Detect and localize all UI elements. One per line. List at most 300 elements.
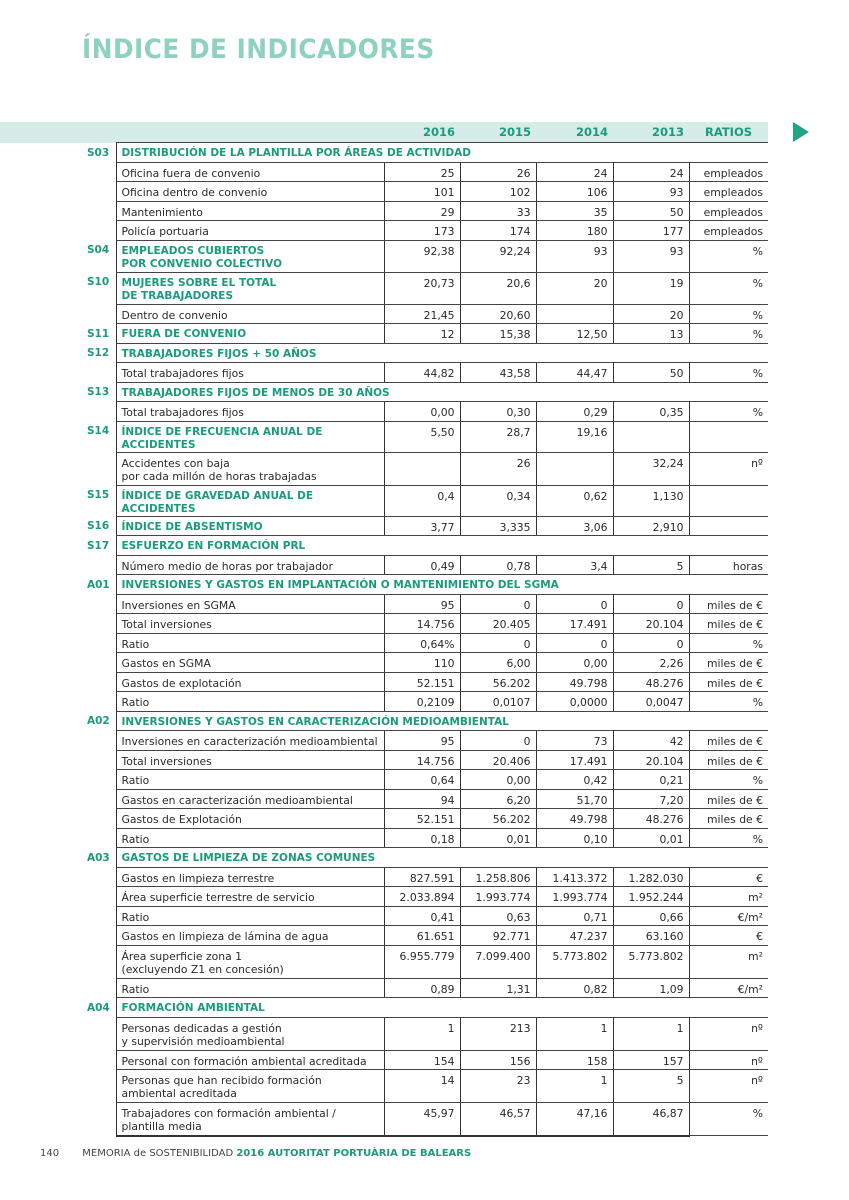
value-cell: 0,62 (536, 485, 613, 516)
table-row (0, 304, 768, 324)
value-cell: 5 (613, 1070, 689, 1103)
value-cell: 0,18 (384, 828, 460, 848)
value-cell: 94 (384, 789, 460, 809)
value-cell: 0,0107 (460, 692, 536, 712)
row-spacer (82, 809, 116, 829)
value-cell: 174 (460, 221, 536, 241)
section-title-line: POR CONVENIO COLECTIVO (121, 257, 282, 270)
value-cell: 45,97 (384, 1103, 460, 1136)
footer-report-name: MEMORIA de SOSTENIBILIDAD (82, 1148, 234, 1159)
unit-cell: % (689, 770, 768, 790)
indicator-code: S15 (87, 489, 110, 501)
row-label-line: Ratio (121, 637, 150, 651)
value-cell: 17.491 (536, 614, 613, 634)
table-row (0, 614, 768, 634)
value-cell: 158 (536, 1050, 613, 1070)
row-spacer (0, 485, 82, 516)
unit-cell: % (689, 402, 768, 422)
section-title (116, 343, 768, 363)
value-cell: 1,09 (613, 978, 689, 998)
unit-cell: miles de € (689, 750, 768, 770)
value-cell: 1.952.244 (613, 887, 689, 907)
row-spacer (0, 672, 82, 692)
row-spacer (82, 1017, 116, 1050)
value-cell: 177 (613, 221, 689, 241)
table-row (0, 1050, 768, 1070)
value-cell: 154 (384, 1050, 460, 1070)
value-cell: 52.151 (384, 672, 460, 692)
table-row (0, 672, 768, 692)
row-spacer (82, 1070, 116, 1103)
row-spacer (82, 614, 116, 634)
row-label (116, 1070, 384, 1103)
section-title-line: ÍNDICE DE ABSENTISMO (121, 520, 263, 533)
unit-cell: empleados (689, 221, 768, 241)
value-cell: 51,70 (536, 789, 613, 809)
row-label-line: Accidentes con baja (121, 456, 230, 470)
value-cell: 26 (460, 162, 536, 182)
value-cell: 0,35 (613, 402, 689, 422)
unit-cell (689, 421, 768, 452)
header-spacer (0, 122, 82, 143)
row-spacer (0, 324, 82, 344)
header-spacer (116, 122, 384, 143)
table-row (0, 731, 768, 751)
row-spacer (82, 162, 116, 182)
row-label (116, 731, 384, 751)
section-row (0, 324, 768, 344)
row-label (116, 926, 384, 946)
value-cell: 33 (460, 201, 536, 221)
row-spacer (0, 809, 82, 829)
value-cell: 35 (536, 201, 613, 221)
row-label-line: Gastos en caracterización medioambiental (121, 793, 353, 807)
row-spacer (0, 272, 82, 304)
value-cell: 173 (384, 221, 460, 241)
unit-cell: empleados (689, 182, 768, 202)
row-spacer (0, 867, 82, 887)
table-row (0, 750, 768, 770)
indicator-code: S16 (87, 520, 110, 532)
value-cell: 20,60 (460, 304, 536, 324)
value-cell: 56.202 (460, 809, 536, 829)
value-cell: 0,49 (384, 555, 460, 575)
row-spacer (82, 201, 116, 221)
row-spacer (0, 692, 82, 712)
value-cell: 3,06 (536, 516, 613, 536)
row-spacer (82, 304, 116, 324)
value-cell: 6,00 (460, 653, 536, 673)
value-cell: 0,34 (460, 485, 536, 516)
row-spacer (0, 594, 82, 614)
value-cell: 0,00 (536, 653, 613, 673)
value-cell: 29 (384, 201, 460, 221)
row-spacer (0, 653, 82, 673)
header-ratios: RATIOS (689, 122, 768, 143)
section-title (116, 575, 768, 595)
row-label-line: Gastos en SGMA (121, 657, 211, 670)
section-title-line: ÍNDICE DE FRECUENCIA ANUAL DE ACCIDENTES (121, 425, 323, 451)
row-label (116, 594, 384, 614)
section-title-text: TRABAJADORES FIJOS + 50 AÑOS (121, 347, 317, 360)
unit-cell: miles de € (689, 672, 768, 692)
value-cell: 20.405 (460, 614, 536, 634)
value-cell: 32,24 (613, 452, 689, 485)
row-label (116, 1050, 384, 1070)
table-header-row (0, 122, 768, 143)
table-row (0, 555, 768, 575)
value-cell: 20 (613, 304, 689, 324)
unit-cell: nº (689, 1070, 768, 1103)
indicator-code: S13 (87, 386, 110, 398)
value-cell: 0,78 (460, 555, 536, 575)
value-cell: 2,910 (613, 516, 689, 536)
value-cell: 14 (384, 1070, 460, 1103)
value-cell: 1.993.774 (536, 887, 613, 907)
next-page-arrow-icon[interactable] (793, 122, 809, 142)
section-title (116, 421, 384, 452)
section-row (0, 536, 768, 556)
value-cell: 3,4 (536, 555, 613, 575)
unit-cell: % (689, 633, 768, 653)
value-cell: 26 (460, 452, 536, 485)
value-cell: 47,16 (536, 1103, 613, 1136)
unit-cell: horas (689, 555, 768, 575)
value-cell: 5.773.802 (536, 945, 613, 978)
value-cell: 0,4 (384, 485, 460, 516)
value-cell: 0 (536, 633, 613, 653)
unit-cell: % (689, 272, 768, 304)
section-title (116, 998, 768, 1018)
value-cell: 0,71 (536, 906, 613, 926)
value-cell: 46,87 (613, 1103, 689, 1136)
row-label (116, 692, 384, 712)
value-cell: 49.798 (536, 672, 613, 692)
table-row (0, 182, 768, 202)
value-cell: 73 (536, 731, 613, 751)
row-spacer (82, 633, 116, 653)
indicator-code: S11 (87, 327, 110, 340)
value-cell: 49.798 (536, 809, 613, 829)
row-spacer (82, 926, 116, 946)
value-cell: 0,0047 (613, 692, 689, 712)
value-cell: 0,30 (460, 402, 536, 422)
row-spacer (0, 731, 82, 751)
value-cell (536, 452, 613, 485)
value-cell: 101 (384, 182, 460, 202)
value-cell: 17.491 (536, 750, 613, 770)
section-row (0, 343, 768, 363)
row-spacer (82, 906, 116, 926)
value-cell (536, 304, 613, 324)
value-cell: 0 (460, 594, 536, 614)
unit-cell: % (689, 828, 768, 848)
row-label (116, 978, 384, 998)
value-cell: 48.276 (613, 672, 689, 692)
value-cell: 7,20 (613, 789, 689, 809)
row-label (116, 770, 384, 790)
value-cell: 0,01 (460, 828, 536, 848)
row-label-line: Oficina dentro de convenio (121, 186, 268, 199)
value-cell: 180 (536, 221, 613, 241)
value-cell: 25 (384, 162, 460, 182)
value-cell: 95 (384, 731, 460, 751)
row-spacer (82, 692, 116, 712)
value-cell: 1.282.030 (613, 867, 689, 887)
unit-cell: miles de € (689, 789, 768, 809)
section-title-text: GASTOS DE LIMPIEZA DE ZONAS COMUNES (121, 852, 376, 864)
row-spacer (0, 789, 82, 809)
row-spacer (82, 867, 116, 887)
row-label-line: Dentro de convenio (121, 308, 228, 322)
section-row (0, 240, 768, 272)
section-title-text: INVERSIONES Y GASTOS EN IMPLANTACIÓN O MANTENIMIENTO DEL SGMA (121, 579, 559, 591)
row-label (116, 1017, 384, 1050)
row-label (116, 789, 384, 809)
row-spacer (0, 906, 82, 926)
table-body (0, 143, 768, 1136)
row-label (116, 555, 384, 575)
value-cell: 1.258.806 (460, 867, 536, 887)
table-row (0, 789, 768, 809)
indicator-code: A01 (87, 578, 110, 591)
row-label (116, 162, 384, 182)
value-cell: 61.651 (384, 926, 460, 946)
table-row (0, 809, 768, 829)
table-row (0, 867, 768, 887)
row-label (116, 363, 384, 383)
row-spacer (0, 887, 82, 907)
value-cell: 63.160 (613, 926, 689, 946)
value-cell: 5 (613, 555, 689, 575)
value-cell: 20.104 (613, 750, 689, 770)
row-spacer (82, 672, 116, 692)
unit-cell: miles de € (689, 653, 768, 673)
value-cell: 213 (460, 1017, 536, 1050)
row-spacer (0, 182, 82, 202)
row-label (116, 887, 384, 907)
row-label (116, 402, 384, 422)
row-label-line: Total trabajadores fijos (121, 406, 244, 419)
row-label (116, 201, 384, 221)
unit-cell: empleados (689, 162, 768, 182)
row-spacer (82, 1103, 116, 1136)
value-cell: 102 (460, 182, 536, 202)
unit-cell: empleados (689, 201, 768, 221)
value-cell: 5.773.802 (613, 945, 689, 978)
row-spacer (82, 402, 116, 422)
unit-cell: % (689, 1103, 768, 1136)
value-cell (384, 452, 460, 485)
row-spacer (82, 221, 116, 241)
page-footer (40, 1148, 471, 1159)
section-title-text: TRABAJADORES FIJOS DE MENOS DE 30 AÑOS (121, 386, 390, 399)
section-title-line: FUERA DE CONVENIO (121, 328, 247, 340)
section-title-line: DE TRABAJADORES (121, 289, 234, 302)
row-spacer (0, 452, 82, 485)
indicator-code: A04 (87, 1001, 110, 1014)
value-cell: 24 (536, 162, 613, 182)
value-cell: 46,57 (460, 1103, 536, 1136)
value-cell: 12 (384, 324, 460, 344)
row-label (116, 182, 384, 202)
unit-cell: % (689, 240, 768, 272)
value-cell: 93 (536, 240, 613, 272)
value-cell: 0,21 (613, 770, 689, 790)
table-row (0, 926, 768, 946)
row-label-line: Ratio (121, 696, 150, 709)
row-label (116, 653, 384, 673)
row-spacer (82, 594, 116, 614)
value-cell: 92,38 (384, 240, 460, 272)
row-spacer (82, 789, 116, 809)
table-row (0, 452, 768, 485)
value-cell (613, 421, 689, 452)
value-cell: 0,42 (536, 770, 613, 790)
value-cell: 43,58 (460, 363, 536, 383)
table-row (0, 1103, 768, 1136)
value-cell: 20,73 (384, 272, 460, 304)
value-cell: 0 (536, 594, 613, 614)
row-spacer (0, 998, 82, 1018)
table-row (0, 633, 768, 653)
value-cell: 42 (613, 731, 689, 751)
section-title (116, 272, 384, 304)
row-spacer (0, 1050, 82, 1070)
value-cell: 0,01 (613, 828, 689, 848)
section-row (0, 848, 768, 868)
row-spacer (82, 887, 116, 907)
row-label-line: por cada millón de horas trabajadas (121, 469, 317, 483)
page-title: ÍNDICE DE INDICADORES (82, 34, 435, 65)
section-title-text: INVERSIONES Y GASTOS EN CARACTERIZACIÓN MEDIOAMBIENTAL (121, 715, 509, 728)
row-spacer (0, 945, 82, 978)
table-row (0, 828, 768, 848)
header-year-2013: 2013 (613, 122, 689, 143)
value-cell: 1.413.372 (536, 867, 613, 887)
row-spacer (0, 711, 82, 731)
row-spacer (82, 653, 116, 673)
row-spacer (0, 575, 82, 595)
indicator-code: S14 (87, 425, 110, 437)
row-label-line: ambiental acreditada (121, 1087, 237, 1100)
unit-cell: € (689, 926, 768, 946)
unit-cell: miles de € (689, 731, 768, 751)
indicator-code: S12 (87, 347, 110, 359)
row-spacer (0, 240, 82, 272)
table-row (0, 201, 768, 221)
value-cell: 95 (384, 594, 460, 614)
value-cell: 50 (613, 363, 689, 383)
table-row (0, 1070, 768, 1103)
table-row (0, 363, 768, 383)
row-label-line: Mantenimiento (121, 205, 203, 219)
row-spacer (0, 978, 82, 998)
value-cell: 14.756 (384, 614, 460, 634)
row-label (116, 1103, 384, 1136)
table-row (0, 945, 768, 978)
row-label (116, 221, 384, 241)
row-label (116, 750, 384, 770)
table-row (0, 770, 768, 790)
indicator-code: A03 (87, 851, 110, 864)
section-title (116, 848, 768, 868)
value-cell: 24 (613, 162, 689, 182)
row-label (116, 452, 384, 485)
row-spacer (0, 221, 82, 241)
row-label-line: Trabajadores con formación ambiental / (121, 1107, 336, 1120)
row-label-line: Personal con formación ambiental acreditada (121, 1054, 367, 1068)
table-row (0, 653, 768, 673)
row-label-line: plantilla media (121, 1120, 202, 1133)
table-row (0, 906, 768, 926)
row-label-line: Inversiones en SGMA (121, 598, 236, 612)
row-label-line: Policía portuaria (121, 225, 209, 238)
unit-cell (689, 485, 768, 516)
row-spacer (0, 828, 82, 848)
row-label (116, 945, 384, 978)
row-label-line: y supervisión medioambiental (121, 1034, 285, 1048)
value-cell: 6.955.779 (384, 945, 460, 978)
row-label (116, 828, 384, 848)
value-cell: 23 (460, 1070, 536, 1103)
value-cell: 44,47 (536, 363, 613, 383)
row-label-line: Ratio (121, 982, 150, 996)
table-row (0, 978, 768, 998)
header-year-2015: 2015 (460, 122, 536, 143)
value-cell: 0,00 (460, 770, 536, 790)
value-cell: 20.104 (613, 614, 689, 634)
value-cell: 6,20 (460, 789, 536, 809)
row-label (116, 614, 384, 634)
row-spacer (0, 926, 82, 946)
row-spacer (82, 182, 116, 202)
row-spacer (0, 363, 82, 383)
row-spacer (82, 1050, 116, 1070)
table-row (0, 402, 768, 422)
value-cell: 50 (613, 201, 689, 221)
section-title (116, 240, 384, 272)
row-spacer (82, 555, 116, 575)
row-label-line: Gastos de explotación (121, 676, 242, 690)
row-label-line: Personas que han recibido formación (121, 1074, 322, 1087)
value-cell: 19,16 (536, 421, 613, 452)
row-label-line: Gastos en limpieza de lámina de agua (121, 930, 329, 943)
value-cell: 92.771 (460, 926, 536, 946)
section-title-text: ESFUERZO EN FORMACIÓN PRL (121, 540, 306, 552)
row-label (116, 304, 384, 324)
row-spacer (82, 363, 116, 383)
value-cell: 0 (613, 633, 689, 653)
value-cell: 0,29 (536, 402, 613, 422)
unit-cell: m² (689, 945, 768, 978)
value-cell: 56.202 (460, 672, 536, 692)
value-cell: 28,7 (460, 421, 536, 452)
value-cell: 44,82 (384, 363, 460, 383)
header-year-2014: 2014 (536, 122, 613, 143)
unit-cell: % (689, 324, 768, 344)
value-cell: 93 (613, 240, 689, 272)
value-cell: 0 (460, 731, 536, 751)
value-cell: 47.237 (536, 926, 613, 946)
section-title-text: FORMACIÓN AMBIENTAL (121, 1002, 265, 1014)
unit-cell: % (689, 363, 768, 383)
table-row (0, 162, 768, 182)
value-cell: 20 (536, 272, 613, 304)
section-title (116, 711, 768, 731)
value-cell: 92,24 (460, 240, 536, 272)
table-row (0, 692, 768, 712)
